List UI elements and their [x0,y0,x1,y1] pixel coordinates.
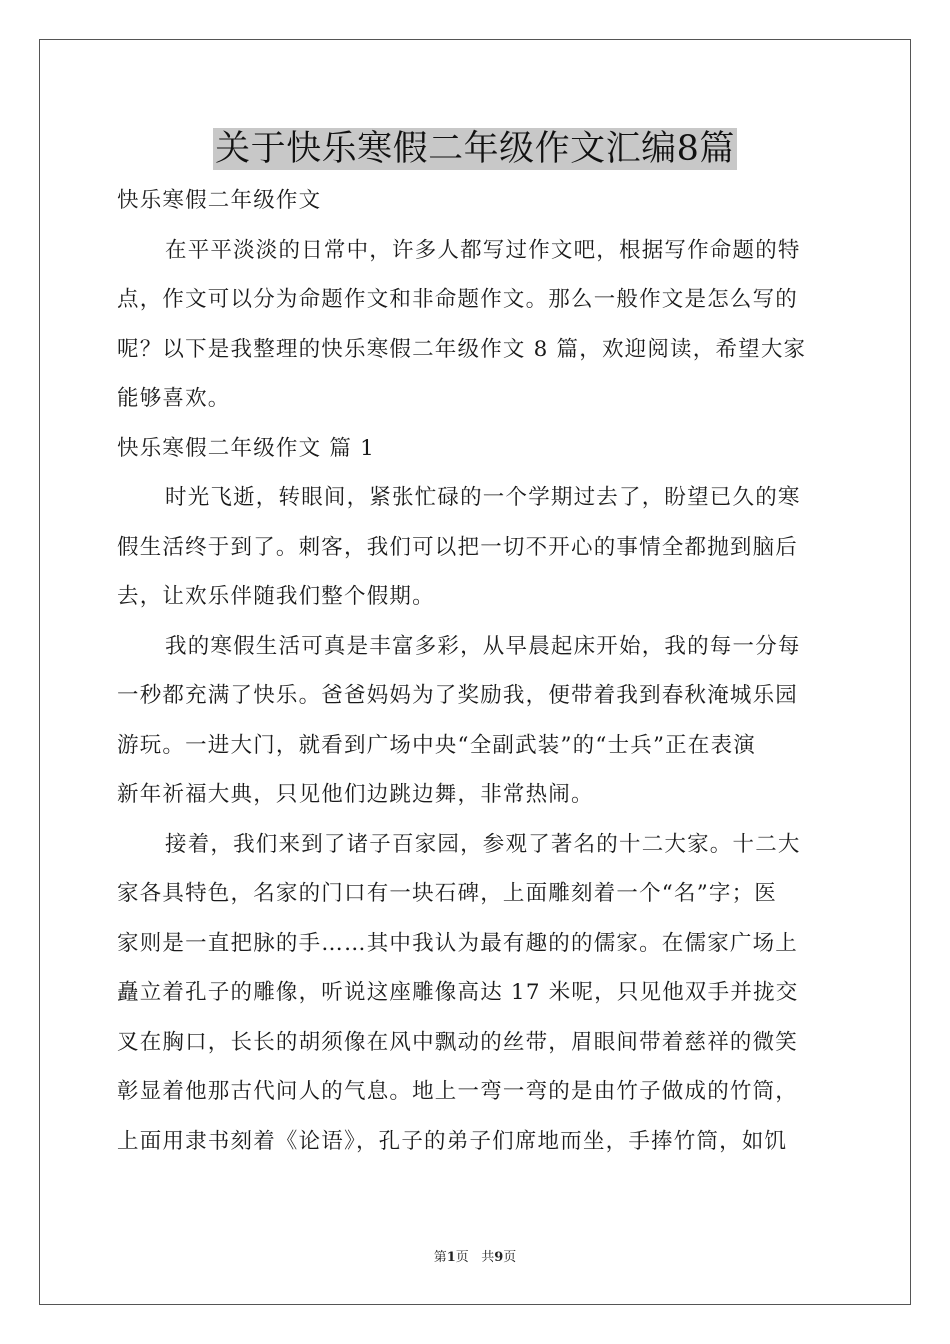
text-line: 矗立着孔子的雕像，听说这座雕像高达 17 米呢，只见他双手并拢交 [117,980,799,1005]
text-line: 彰显着他那古代问人的气息。地上一弯一弯的是由竹子做成的竹筒， [117,1079,799,1104]
total-pages: 9 [494,1250,504,1265]
page-footer [0,1246,950,1265]
text-line: 新年祈福大典，只见他们边跳边舞，非常热闹。 [117,782,594,807]
text-line: 我的寒假生活可真是丰富多彩，从早晨起床开始，我的每一分每 [165,633,801,659]
text-line: 家各具特色，名家的门口有一块石碑，上面雕刻着一个“名”字；医 [117,881,777,906]
title-container [0,128,950,170]
text-line: 游玩。一进大门，就看到广场中央“全副武装”的“士兵”正在表演 [117,732,756,758]
text-line: 能够喜欢。 [117,386,231,411]
text-line: 点，作文可以分为命题作文和非命题作文。那么一般作文是怎么写的 [117,287,799,312]
page-prefix: 第 [433,1250,447,1265]
total-suffix: 页 [503,1250,517,1265]
text-line: 家则是一直把脉的手……其中我认为最有趣的的儒家。在儒家广场上 [117,930,799,956]
text-line: 时光飞逝，转眼间，紧张忙碌的一个学期过去了，盼望已久的寒 [165,485,801,510]
page-suffix: 页 [455,1250,469,1265]
document-title: 关于快乐寒假二年级作文汇编8篇 [215,129,735,169]
text-line: 叉在胸口，长长的胡须像在风中飘动的丝带，眉眼间带着慈祥的微笑 [117,1029,799,1055]
page-number: 1 [446,1250,456,1265]
text-line: 在平平淡淡的日常中，许多人都写过作文吧，根据写作命题的特 [165,237,801,263]
total-prefix: 共 [481,1250,495,1265]
text-line: 去，让欢乐伴随我们整个假期。 [117,584,435,609]
text-line: 快乐寒假二年级作文 [117,188,322,213]
text-line: 呢？以下是我整理的快乐寒假二年级作文 8 篇，欢迎阅读，希望大家 [117,336,807,362]
document-body [117,176,833,1166]
text-line: 一秒都充满了快乐。爸爸妈妈为了奖励我，便带着我到春秋淹城乐园 [117,683,799,708]
text-line: 接着，我们来到了诸子百家园，参观了著名的十二大家。十二大 [165,831,801,857]
text-line: 上面用隶书刻着《论语》，孔子的弟子们席地而坐，手捧竹筒，如饥 [117,1128,788,1154]
text-line: 快乐寒假二年级作文 篇 1 [117,435,375,461]
text-line: 假生活终于到了。刺客，我们可以把一切不开心的事情全都抛到脑后 [117,534,799,560]
